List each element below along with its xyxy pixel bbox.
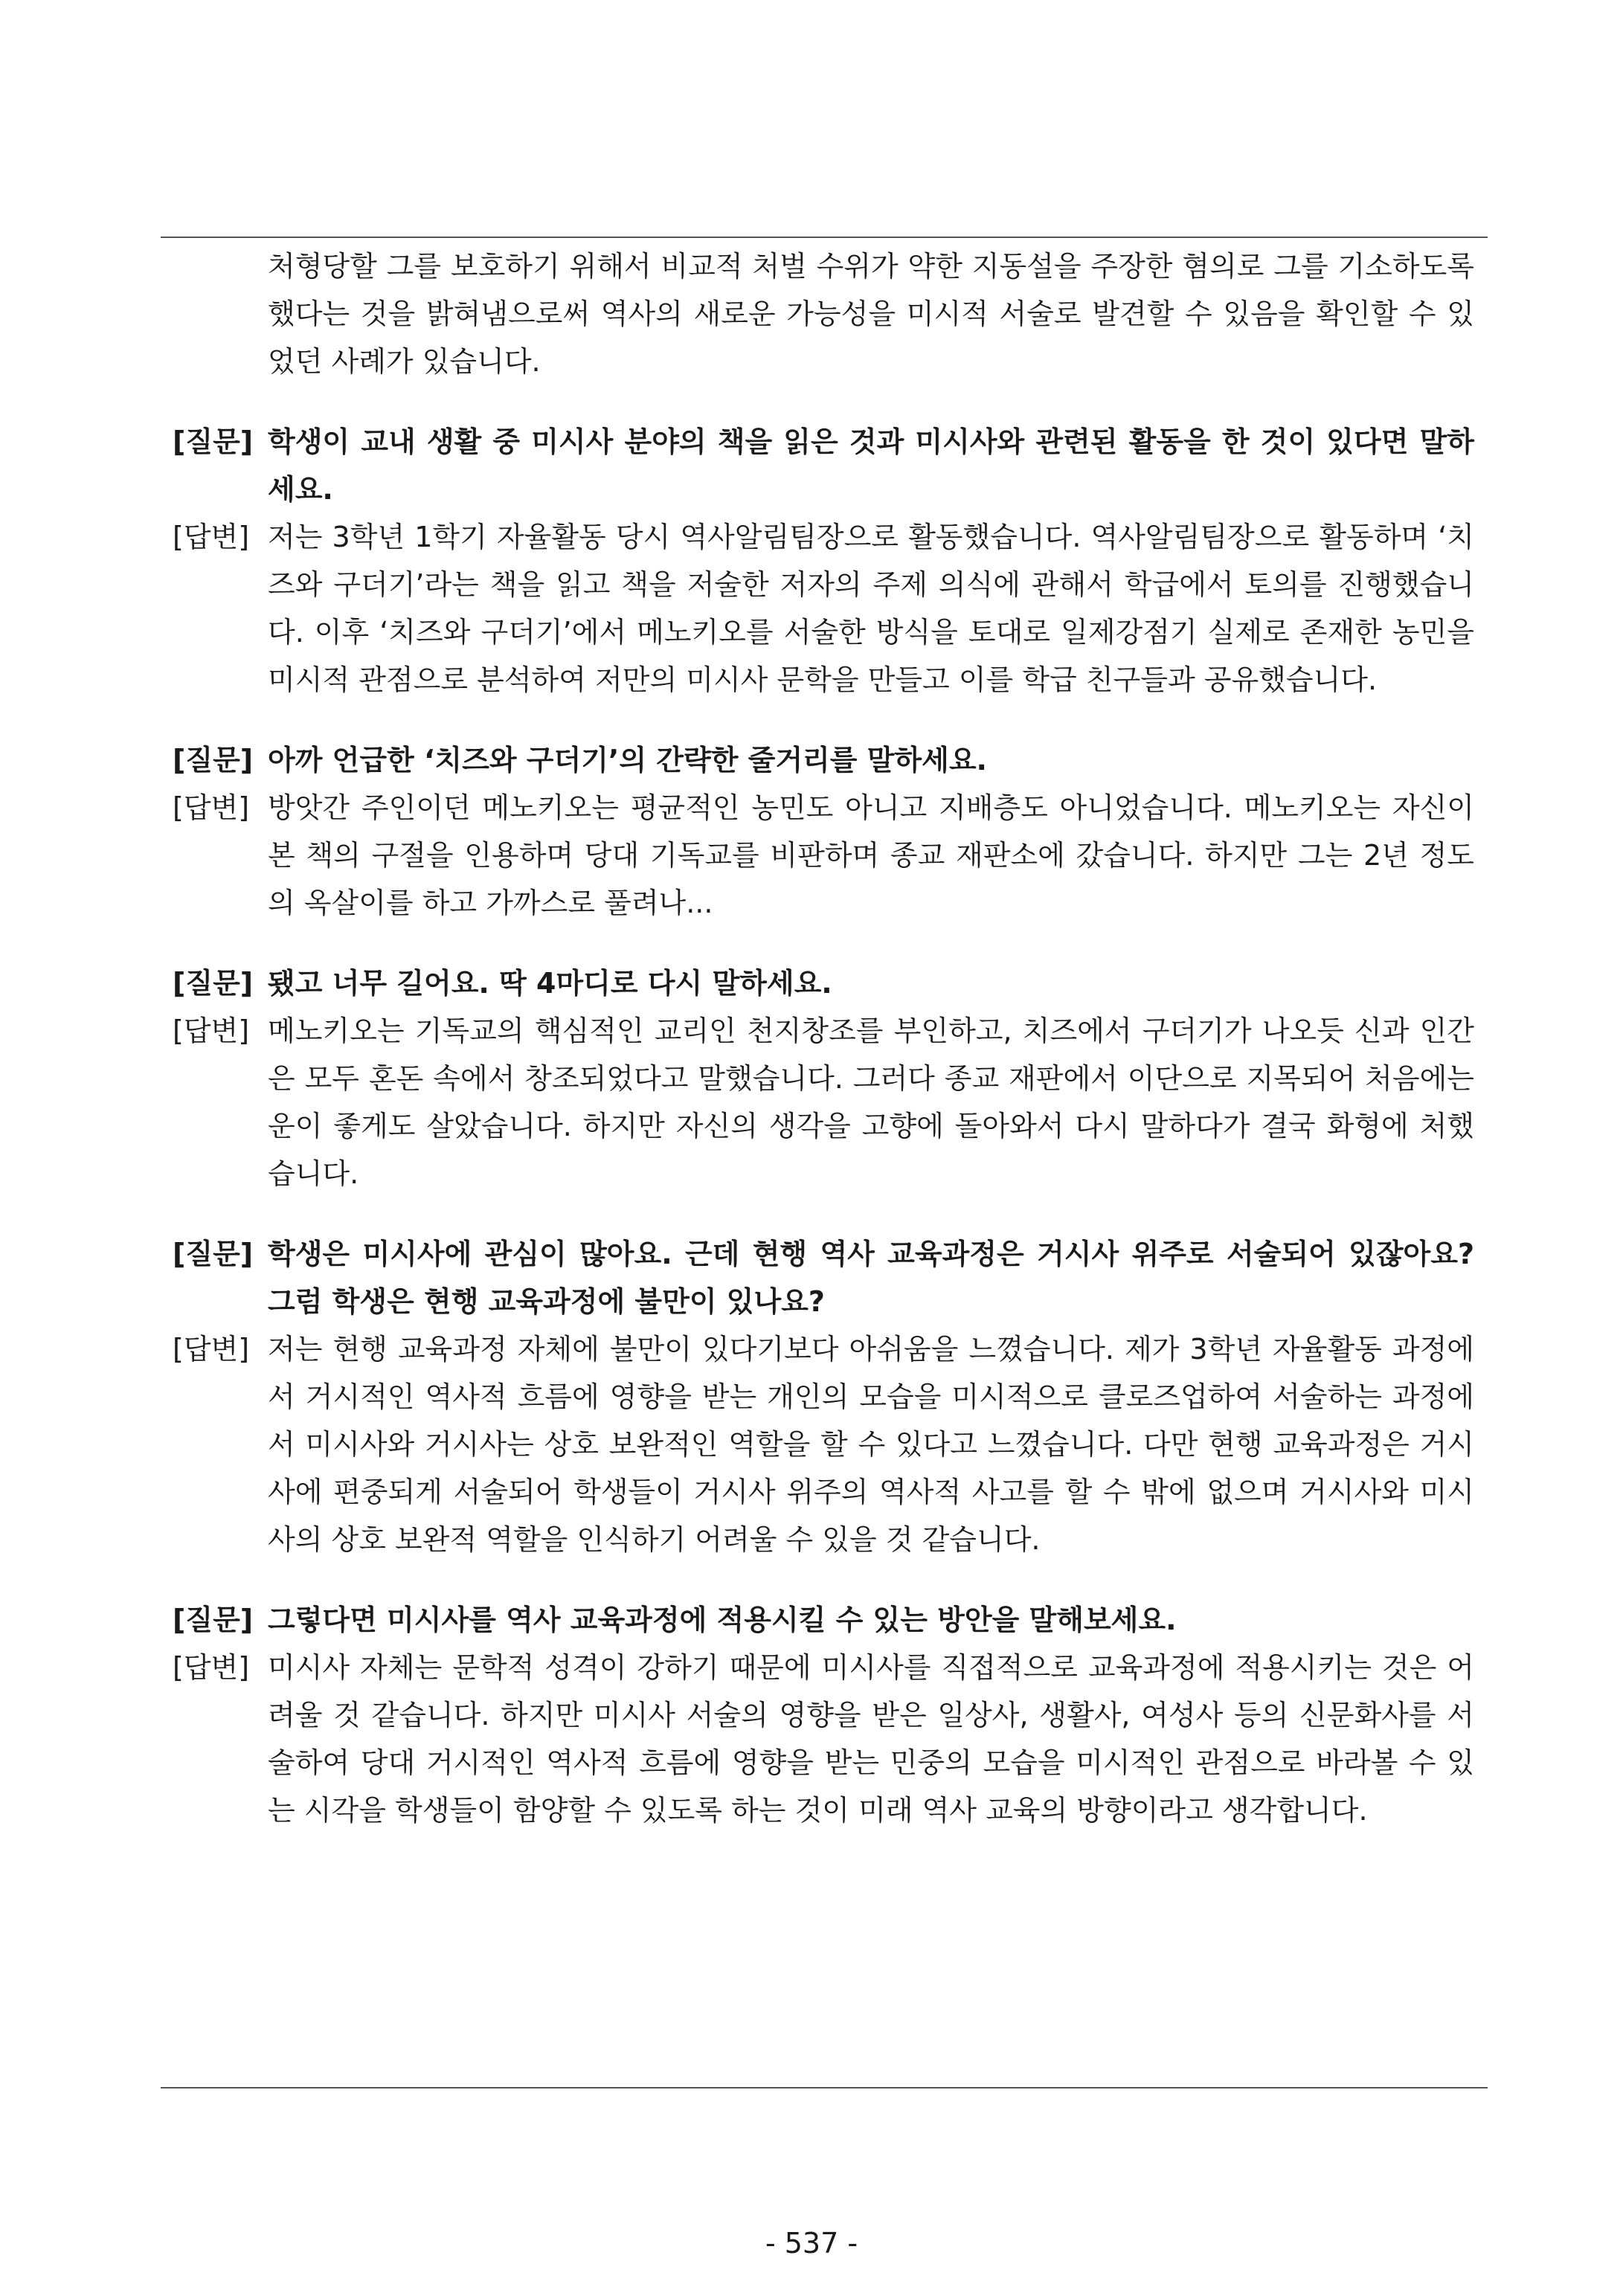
answer-text: 저는 현행 교육과정 자체에 불만이 있다기보다 아쉬움을 느꼈습니다. 제가 3학년 자율활동 과정에서 거시적인 역사적 흐름에 영향을 받는 개인의 모습을 미시적으로 클로즈업하여 서술하는 과정에서 미시사와 거시사는 상호 보완적인 역할을 할 수 있다고 느꼈습니다. 다만 현행 교육과정은 거시사에 편중되게 서술되어 학생들이 거시사 위주의 역사적 사고를 할 수 밖에 없으며 거시사와 미시사의 상호 보완적 역할을 인식하기 어려울 수 있을 것 같습니다. [268, 1333, 1474, 1556]
answer-text: 미시사 자체는 문학적 성격이 강하기 때문에 미시사를 직접적으로 교육과정에 적용시키는 것은 어려울 것 같습니다. 하지만 미시사 서술의 영향을 받은 일상사, 생활사, 여성사 등의 신문화사를 서술하여 당대 거시적인 역사적 흐름에 영향을 받는 민중의 모습을 미시적인 관점으로 바라볼 수 있는 시각을 학생들이 함양할 수 있도록 하는 것이 미래 역사 교육의 방향이라고 생각합니다. [268, 1651, 1474, 1827]
answer-1 [173, 513, 1474, 704]
question-text: 학생은 미시사에 관심이 많아요. 근데 현행 역사 교육과정은 거시사 위주로 서술되어 있잖아요? 그럼 학생은 현행 교육과정에 불만이 있나요? [268, 1238, 1474, 1318]
top-divider [161, 237, 1488, 238]
question-2 [173, 736, 1474, 784]
question-5 [173, 1596, 1474, 1644]
answer-4 [173, 1325, 1474, 1563]
answer-tag: [답변] [173, 1014, 250, 1047]
question-tag: [질문] [173, 967, 254, 1000]
answer-3 [173, 1007, 1474, 1197]
qa-block-1 [173, 418, 1474, 704]
question-tag: [질문] [173, 1238, 254, 1270]
question-1 [173, 418, 1474, 513]
qa-block-4 [173, 1230, 1474, 1563]
answer-tag: [답변] [173, 791, 250, 824]
qa-block-3 [173, 959, 1474, 1197]
answer-tag: [답변] [173, 521, 250, 553]
answer-text: 저는 3학년 1학기 자율활동 당시 역사알림팀장으로 활동했습니다. 역사알림팀장으로 활동하며 ‘치즈와 구더기’라는 책을 읽고 책을 저술한 저자의 주제 의식에 관해서 학급에서 토의를 진행했습니다. 이후 ‘치즈와 구더기’에서 메노키오를 서술한 방식을 토대로 일제강점기 실제로 존재한 농민을 미시적 관점으로 분석하여 저만의 미시사 문학을 만들고 이를 학급 친구들과 공유했습니다. [268, 521, 1474, 696]
question-tag: [질문] [173, 425, 254, 458]
intro-continuation [173, 242, 1474, 385]
question-tag: [질문] [173, 1604, 254, 1636]
qa-block-5 [173, 1596, 1474, 1834]
answer-tag: [답변] [173, 1333, 250, 1366]
question-text: 그렇다면 미시사를 역사 교육과정에 적용시킬 수 있는 방안을 말해보세요. [268, 1604, 1177, 1636]
question-text: 학생이 교내 생활 중 미시사 분야의 책을 읽은 것과 미시사와 관련된 활동을 한 것이 있다면 말하세요. [268, 425, 1474, 506]
document-body [173, 242, 1474, 1834]
answer-tag: [답변] [173, 1651, 250, 1684]
bottom-divider [161, 2087, 1488, 2088]
page-number: - 537 - [765, 2227, 858, 2260]
question-tag: [질문] [173, 744, 254, 776]
intro-text: 처형당할 그를 보호하기 위해서 비교적 처벌 수위가 약한 지동설을 주장한 혐의로 그를 기소하도록 했다는 것을 밝혀냄으로써 역사의 새로운 가능성을 미시적 서술로 발견할 수 있음을 확인할 수 있었던 사례가 있습니다. [268, 250, 1474, 378]
question-text: 아까 언급한 ‘치즈와 구더기’의 간략한 줄거리를 말하세요. [268, 744, 987, 776]
answer-2 [173, 784, 1474, 927]
question-4 [173, 1230, 1474, 1325]
qa-block-2 [173, 736, 1474, 927]
answer-text: 방앗간 주인이던 메노키오는 평균적인 농민도 아니고 지배층도 아니었습니다. 메노키오는 자신이 본 책의 구절을 인용하며 당대 기독교를 비판하며 종교 재판소에 갔습니다. 하지만 그는 2년 정도의 옥살이를 하고 가까스로 풀려나... [268, 791, 1474, 919]
question-text: 됐고 너무 길어요. 딱 4마디로 다시 말하세요. [268, 967, 832, 1000]
question-3 [173, 959, 1474, 1007]
answer-5 [173, 1644, 1474, 1834]
answer-text: 메노키오는 기독교의 핵심적인 교리인 천지창조를 부인하고, 치즈에서 구더기가 나오듯 신과 인간은 모두 혼돈 속에서 창조되었다고 말했습니다. 그러다 종교 재판에서 이단으로 지목되어 처음에는 운이 좋게도 살았습니다. 하지만 자신의 생각을 고향에 돌아와서 다시 말하다가 결국 화형에 처했습니다. [268, 1014, 1474, 1190]
